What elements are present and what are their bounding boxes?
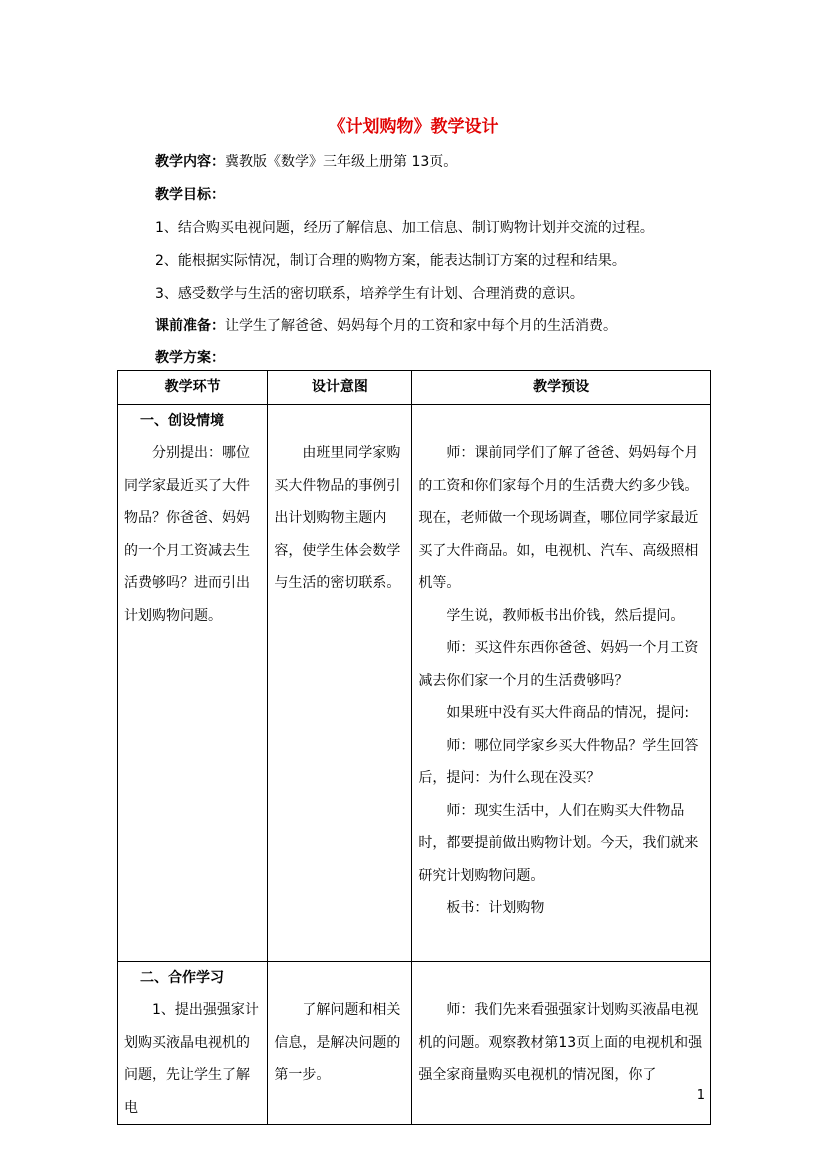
stage-text: 分别提出：哪位同学家最近买了大件物品？你爸爸、妈妈的一个月工资减去生活费够吗？进而引出计划购物问题。 bbox=[124, 445, 250, 624]
objectives-heading bbox=[155, 184, 225, 204]
section-title: 一、创设情境 bbox=[140, 412, 224, 429]
stage-cell bbox=[118, 404, 268, 961]
preset-paragraph: 如果班中没有买大件商品的情况，提问: bbox=[446, 705, 690, 721]
preparation-line bbox=[155, 315, 617, 335]
intent-cell bbox=[268, 961, 412, 1125]
intent-text: 由班里同学家购买大件物品的事例引出计划购物主题内容，使学生体会数学与生活的密切联系。 bbox=[274, 445, 401, 591]
plan-label: 教学方案： bbox=[155, 350, 225, 366]
header-intent: 设计意图 bbox=[268, 371, 412, 405]
plan-heading bbox=[155, 347, 225, 367]
preparation-label: 课前准备： bbox=[155, 318, 225, 334]
section-title: 二、合作学习 bbox=[140, 969, 224, 986]
objective-item: 2、能根据实际情况，制订合理的购物方案，能表达制订方案的过程和结果。 bbox=[155, 253, 626, 269]
page-number: 1 bbox=[696, 1088, 705, 1103]
preset-paragraph: 师：课前同学们了解了爸爸、妈妈每个月的工资和你们家每个月的生活费大约多少钱。现在，老师做一个现场调查，哪位同学家最近买了大件商品。如，电视机、汽车、高级照相机等。 bbox=[418, 445, 699, 591]
header-preset: 教学预设 bbox=[412, 371, 711, 405]
teaching-content-line bbox=[155, 151, 457, 171]
stage-text: 1、提出强强家计划购买液晶电视机的问题，先让学生了解电 bbox=[124, 1002, 259, 1116]
preset-paragraph: 师：现实生活中，人们在购买大件物品时，都要提前做出购物计划。今天，我们就来研究计划购物问题。 bbox=[418, 802, 699, 884]
preset-cell bbox=[412, 961, 711, 1125]
preset-cell bbox=[412, 404, 711, 961]
preset-paragraph: 师：我们先来看强强家计划购买液晶电视机的问题。观察教材第13页上面的电视机和强强全家商量购买电视机的情况图，你了 bbox=[418, 1002, 703, 1083]
preset-paragraph: 学生说，教师板书出价钱，然后提问。 bbox=[446, 607, 685, 624]
teaching-content-text: 冀教版《数学》三年级上册第 13页。 bbox=[225, 154, 458, 170]
header-stage: 教学环节 bbox=[118, 371, 268, 405]
preparation-text: 让学生了解爸爸、妈妈每个月的工资和家中每个月的生活消费。 bbox=[225, 318, 617, 334]
lesson-plan-table bbox=[117, 370, 711, 1125]
preset-paragraph: 师：哪位同学家乡买大件物品？学生回答后，提问：为什么现在没买？ bbox=[418, 737, 699, 786]
objective-item: 1、结合购买电视问题，经历了解信息、加工信息、制订购物计划并交流的过程。 bbox=[155, 220, 654, 236]
table-row bbox=[118, 404, 711, 961]
stage-cell bbox=[118, 961, 268, 1125]
objective-item: 3、感受数学与生活的密切联系，培养学生有计划、合理消费的意识。 bbox=[155, 286, 584, 302]
intent-text: 了解问题和相关信息，是解决问题的第一步。 bbox=[274, 1002, 401, 1083]
preset-paragraph: 板书：计划购物 bbox=[446, 900, 545, 916]
document-title: 《计划购物》教学设计 bbox=[328, 117, 499, 137]
intent-cell bbox=[268, 404, 412, 961]
teaching-content-label: 教学内容： bbox=[155, 154, 225, 170]
table-header-row bbox=[118, 371, 711, 405]
objectives-label: 教学目标： bbox=[155, 187, 225, 203]
preset-paragraph: 师：买这件东西你爸爸、妈妈一个月工资减去你们家一个月的生活费够吗？ bbox=[418, 640, 699, 689]
table-row bbox=[118, 961, 711, 1125]
